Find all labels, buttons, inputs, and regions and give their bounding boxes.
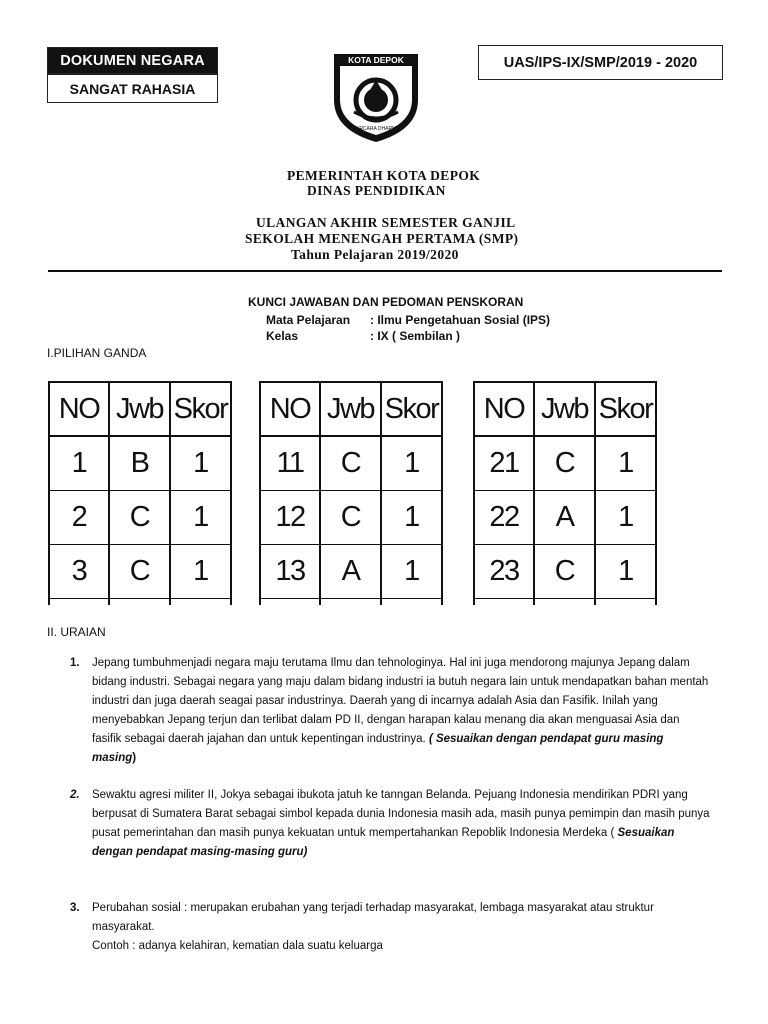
col-no: NO [260,382,320,436]
kota-depok-logo [330,50,422,145]
cell-jwb: C [109,491,170,545]
answer-table-2 [259,381,443,605]
cell-jwb: C [320,491,381,545]
cell-no: 13 [260,545,320,599]
cell-skor: 1 [595,491,656,545]
section-pilihan-ganda: I.PILIHAN GANDA [47,346,147,360]
kelas-value: : IX ( Sembilan ) [370,329,461,343]
cell-no: 21 [474,436,534,491]
cell-skor: 1 [170,436,231,491]
cell-jwb: A [534,491,595,545]
cell-no: 12 [260,491,320,545]
essay-item-1 [70,654,710,768]
cell-no: 23 [474,545,534,599]
cell-no: 3 [49,545,109,599]
cell-skor: 1 [170,491,231,545]
sangat-rahasia-label: SANGAT RAHASIA [47,74,218,103]
col-no: NO [474,382,534,436]
mapel-label: Mata Pelajaran [266,313,351,327]
mapel-value: : Ilmu Pengetahuan Sosial (IPS) [370,313,551,327]
essay-number: 2. [70,789,80,801]
cell-jwb: C [109,545,170,599]
svg-text:PURCARA DHARMA: PURCARA DHARMA [352,126,400,132]
col-skor: Skor [595,382,656,436]
cell-skor: 1 [381,436,442,491]
cell-jwb: C [320,436,381,491]
essay-note: ( Sesuaikan dengan pendapat guru masing masing [92,733,664,764]
essay-text: Sewaktu agresi militer II, Jokya sebagai ibukota jatuh ke tanngan Belanda. Pejuang Indonesia mendirikan PDRI yang berpusat di Sumatera Barat sebagai simbol kepada dunia Indonesia masih ada, masih punya pemimpin dan masih punya pusat pemerintahan dan masih punya kekuatan untuk mempertahankan Repoblik Indonesia Merdeka ( [92,789,710,839]
col-skor: Skor [381,382,442,436]
essay-text: Perubahan sosial : merupakan erubahan yang terjadi terhadap masyarakat, lembaga masyarakat atau struktur masyarakat. [92,902,654,933]
essay-item-3 [70,899,710,956]
tahun-line: Tahun Pelajaran 2019/2020 [291,247,459,262]
kunci-title: KUNCI JAWABAN DAN PEDOMAN PENSKORAN [248,295,524,309]
essay-note: Sesuaikan dengan pendapat masing-masing guru) [92,827,675,858]
cell-skor: 1 [170,545,231,599]
cell-skor: 1 [381,545,442,599]
cell-jwb: A [320,545,381,599]
essay-item-2 [70,786,710,862]
answer-table-3 [473,381,653,605]
pemerintah-line: PEMERINTAH KOTA DEPOK [287,168,481,183]
sekolah-line: SEKOLAH MENENGAH PERTAMA (SMP) [245,231,519,246]
col-jwb: Jwb [320,382,381,436]
kelas-label: Kelas [266,329,299,343]
col-no: NO [49,382,109,436]
cell-skor: 1 [381,491,442,545]
essay-number: 3. [70,902,80,914]
cell-jwb: C [534,545,595,599]
col-jwb: Jwb [534,382,595,436]
section-uraian: II. URAIAN [47,625,106,639]
answer-table-1 [48,381,232,605]
cell-skor: 1 [595,436,656,491]
essay-number: 1. [70,657,80,669]
dinas-line: DINAS PENDIDIKAN [307,183,446,198]
cell-no: 11 [260,436,320,491]
exam-code-label: UAS/IPS-IX/SMP/2019 - 2020 [478,45,723,80]
essay-text: Jepang tumbuhmenjadi negara maju terutama Ilmu dan tehnologinya. Hal ini juga mendorong majunya Jepang dalam bidang industri. Sebagai negara yang maju dalam bidang industri ia butuh negara lain untuk mendapatkan bahan mentah industri dan juga daerah seagai pasar industrinya. Daerah yang di incarnya adalah Asia dan Fasifik. Inilah yang menyebabkan Jepang terjun dan terlibat dalam PD II, dengan harapan kalau menang dia akan menguasai Asia dan fasifik sebagai daerah jajahan dan untuk kepentingan industrinya. [92,657,709,745]
essay-tail: ) [132,752,137,764]
cell-jwb: B [109,436,170,491]
svg-text:KOTA DEPOK: KOTA DEPOK [348,55,404,65]
divider [48,270,722,272]
cell-no: 1 [49,436,109,491]
cell-jwb: C [534,436,595,491]
col-jwb: Jwb [109,382,170,436]
cell-no: 2 [49,491,109,545]
cell-skor: 1 [595,545,656,599]
dokumen-negara-label: DOKUMEN NEGARA [47,47,218,74]
col-skor: Skor [170,382,231,436]
essay-example: Contoh : adanya kelahiran, kematian dala suatu keluarga [92,940,383,952]
cell-no: 22 [474,491,534,545]
ujian-line: ULANGAN AKHIR SEMESTER GANJIL [256,215,516,230]
